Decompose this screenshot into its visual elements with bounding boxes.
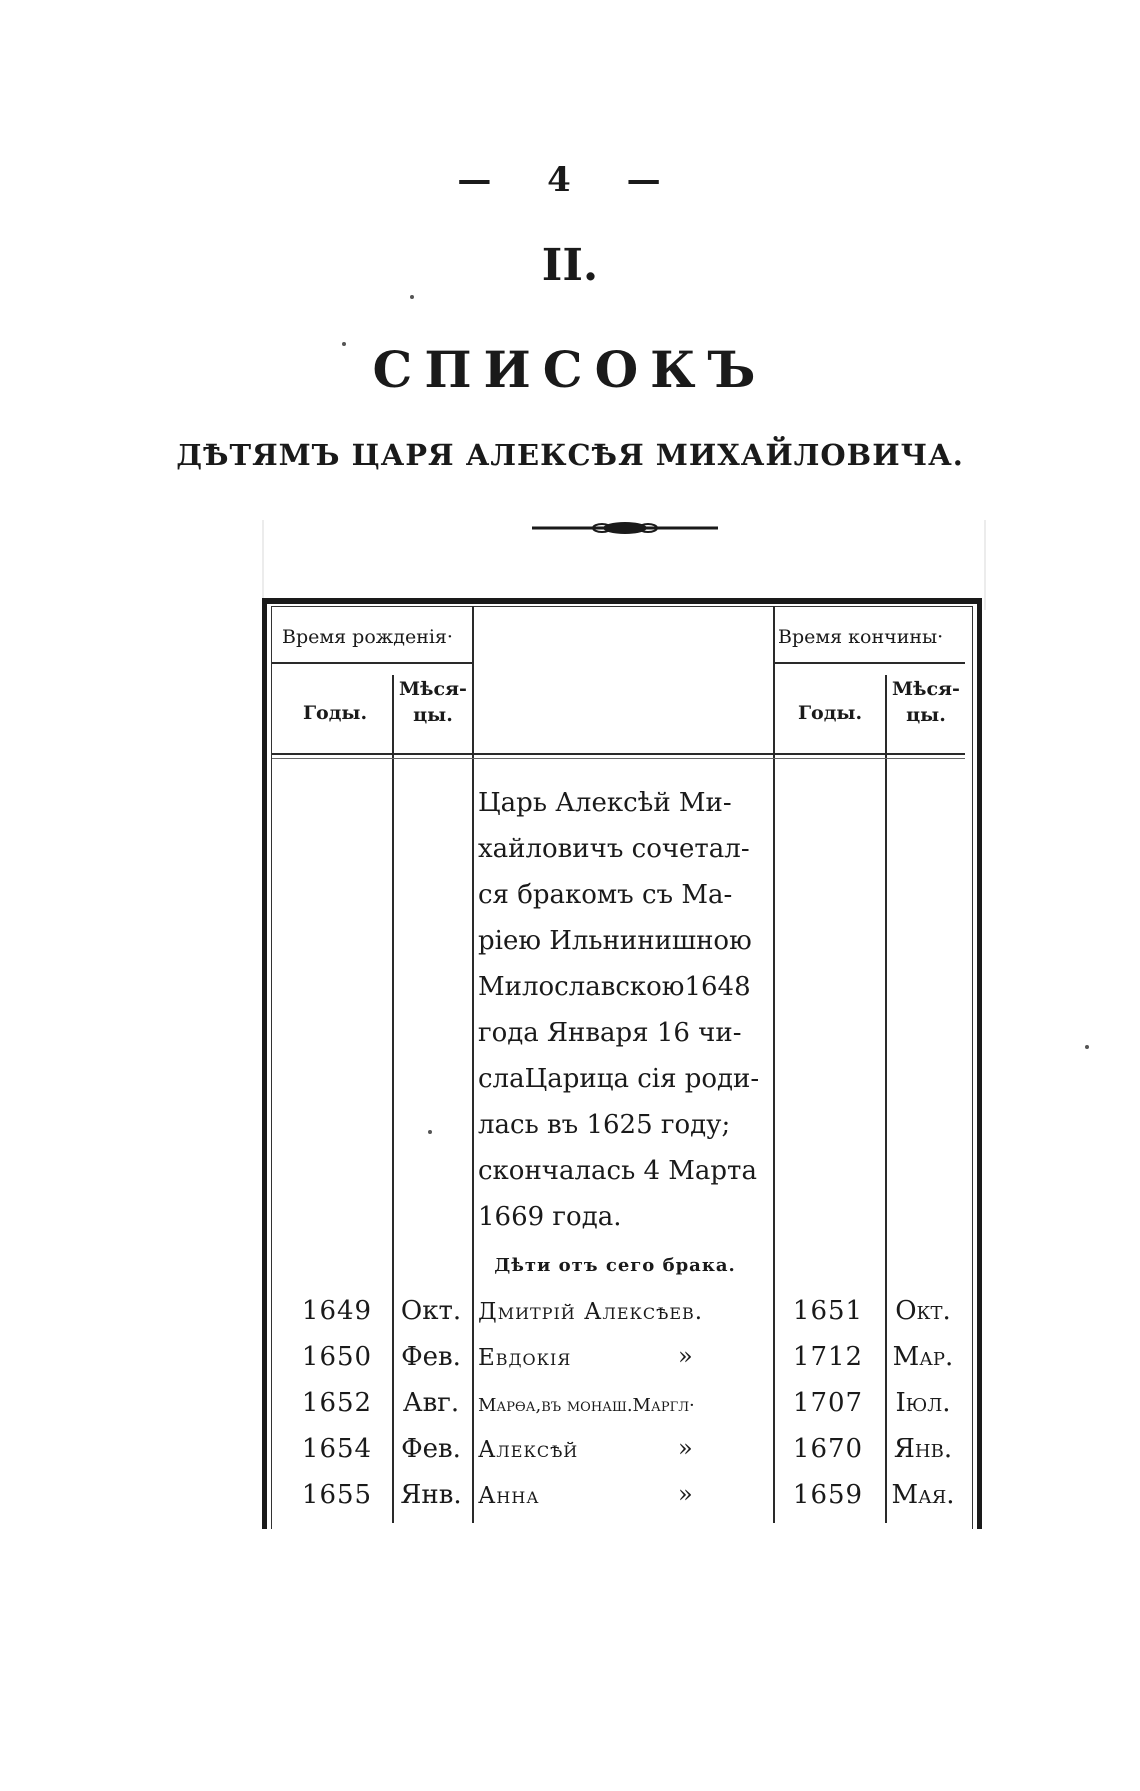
child-name-cell bbox=[478, 1342, 778, 1372]
death-month: Мая. bbox=[891, 1480, 955, 1510]
table-row bbox=[0, 1388, 1140, 1434]
death-month: Янв. bbox=[893, 1434, 953, 1464]
birth-year: 1649 bbox=[301, 1296, 373, 1326]
header-bottom-rule bbox=[272, 753, 965, 755]
child-name: Марѳа,въ монаш.Маргл· bbox=[478, 1395, 695, 1416]
birth-year: 1654 bbox=[301, 1434, 373, 1464]
birth-months-label-line2: цы. bbox=[413, 704, 453, 726]
print-speck bbox=[1085, 1045, 1089, 1049]
child-name-cell bbox=[478, 1434, 778, 1464]
birth-year: 1655 bbox=[301, 1480, 373, 1510]
print-speck bbox=[342, 342, 346, 346]
ditto-mark: » bbox=[678, 1434, 693, 1462]
intro-line: ріею Ильнинишною bbox=[478, 926, 752, 956]
header-rule bbox=[773, 662, 965, 664]
death-month: Мар. bbox=[892, 1342, 954, 1372]
intro-line: года Января 16 чи- bbox=[478, 1018, 742, 1048]
intro-line: Милославскою1648 bbox=[478, 972, 751, 1002]
birth-year: 1650 bbox=[301, 1342, 373, 1372]
ditto-mark: » bbox=[678, 1342, 693, 1370]
death-month: Окт. bbox=[895, 1296, 951, 1326]
bleed-through-frame bbox=[262, 520, 986, 610]
child-name-cell bbox=[478, 1480, 778, 1510]
death-year: 1670 bbox=[792, 1434, 864, 1464]
child-name-cell bbox=[478, 1388, 778, 1418]
birth-year: 1652 bbox=[301, 1388, 373, 1418]
section-number: II. bbox=[541, 240, 599, 291]
birth-month: Авг. bbox=[402, 1388, 460, 1418]
birth-month: Фев. bbox=[401, 1434, 461, 1464]
child-name: Анна bbox=[478, 1483, 540, 1509]
birth-month: Фев. bbox=[401, 1342, 461, 1372]
death-year: 1651 bbox=[792, 1296, 864, 1326]
children-heading: Дѣти отъ сего брака. bbox=[494, 1255, 736, 1276]
intro-line: Царь Алексѣй Ми- bbox=[478, 788, 732, 818]
print-speck bbox=[410, 295, 414, 299]
page-subtitle: ДѢТЯМЪ ЦАРЯ АЛЕКСѢЯ МИХАЙЛОВИЧА. bbox=[176, 438, 964, 472]
death-header: Время кончины· bbox=[778, 626, 944, 648]
death-year: 1707 bbox=[792, 1388, 864, 1418]
intro-line: слаЦарица сія роди- bbox=[478, 1064, 760, 1094]
child-name: Дмитрій Алексѣев. bbox=[478, 1299, 704, 1325]
birth-month: Янв. bbox=[400, 1480, 462, 1510]
intro-line: 1669 года. bbox=[478, 1202, 622, 1232]
death-months-label bbox=[887, 676, 965, 728]
print-speck bbox=[428, 1130, 432, 1134]
death-year: 1712 bbox=[792, 1342, 864, 1372]
table-row bbox=[0, 1342, 1140, 1388]
death-months-label-line2: цы. bbox=[906, 704, 946, 726]
child-name: Алексѣй bbox=[478, 1437, 579, 1463]
ditto-mark: » bbox=[678, 1480, 693, 1508]
birth-header: Время рожденія· bbox=[282, 626, 453, 648]
death-month: Іюл. bbox=[895, 1388, 951, 1418]
birth-months-label-line1: Мѣся- bbox=[399, 678, 467, 700]
death-year: 1659 bbox=[792, 1480, 864, 1510]
intro-line: хайловичъ сочетал- bbox=[478, 834, 750, 864]
header-rule bbox=[272, 662, 472, 664]
intro-line: лась въ 1625 году; bbox=[478, 1110, 731, 1140]
child-name-cell bbox=[478, 1296, 778, 1326]
page-number: — 4 — bbox=[457, 160, 683, 200]
birth-month: Окт. bbox=[400, 1296, 462, 1326]
birth-months-label bbox=[394, 676, 472, 728]
page-title: СПИСОКЪ bbox=[372, 340, 768, 399]
intro-paragraph bbox=[478, 780, 768, 1240]
table-row bbox=[0, 1296, 1140, 1342]
table-row bbox=[0, 1480, 1140, 1526]
table-row bbox=[0, 1434, 1140, 1480]
death-years-label: Годы. bbox=[797, 702, 863, 724]
child-name: Евдокія bbox=[478, 1345, 572, 1371]
intro-line: скончалась 4 Марта bbox=[478, 1156, 757, 1186]
header-bottom-rule-thin bbox=[272, 758, 965, 759]
intro-line: ся бракомъ съ Ма- bbox=[478, 880, 733, 910]
death-months-label-line1: Мѣся- bbox=[892, 678, 960, 700]
birth-years-label: Годы. bbox=[302, 702, 368, 724]
